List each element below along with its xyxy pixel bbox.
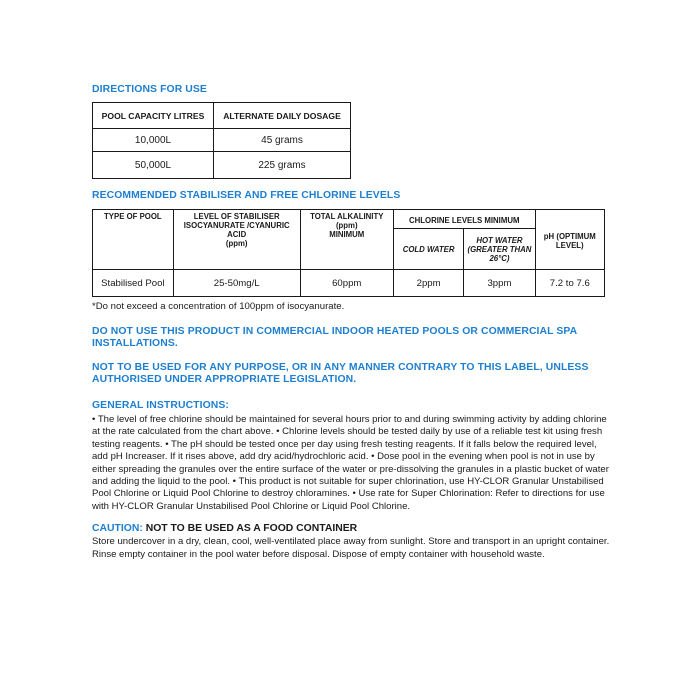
stabiliser-table (92, 209, 605, 297)
alkalinity-title: TOTAL ALKALINITY (310, 212, 384, 221)
hot-water-header: HOT WATER (GREATER THAN 26°C) (464, 229, 535, 270)
table-header-row (93, 103, 351, 129)
dosage-cell: 225 grams (214, 152, 351, 179)
ph-header: pH (OPTIMUM LEVEL) (535, 210, 604, 270)
alkalinity-cell: 60ppm (300, 270, 393, 297)
table-row (93, 152, 351, 179)
alkalinity-unit: (ppm) (335, 221, 358, 230)
directions-heading: DIRECTIONS FOR USE (92, 84, 207, 95)
general-instructions-text: • The level of free chlorine should be maintained for several hours prior to and during swimming activity by adding chlorine at the rate calculated from the chart above. • Chlorine levels should be tested daily by use of a reliable test kit using fresh testing reagents. • The pH should be tested once per day using fresh testing reagents. If it falls below the required level, add pH Increaser. If it rises above, add dry acid/hydrochloric acid. • Dose pool in the evening when pool is not in use by either spreading the granules over the entire surface of the water or pre-dissolving the granules in a plastic bucket of water and adding the liquid to the pool. • This product is not suitable for super chlorination, use HY-CLOR Granular Unstabilised Pool Chlorine or Liquid Pool Chlorine to destroy chloramines. • Use rate for Super Chlorination: Refer to directions for use with HY-CLOR Granular Unstabilised Pool Chlorine or Liquid Pool Chlorine. (92, 414, 609, 512)
daily-dosage-header: ALTERNATE DAILY DOSAGE (214, 103, 351, 129)
pool-capacity-cell: 50,000L (93, 152, 214, 179)
stabiliser-level-title: LEVEL OF STABILISER ISOCYANURATE /CYANURIC ACID (183, 212, 290, 239)
pool-capacity-cell: 10,000L (93, 129, 214, 152)
ph-cell: 7.2 to 7.6 (535, 270, 604, 297)
caution-heading (92, 523, 612, 534)
caution-label: CAUTION: (92, 523, 143, 535)
pool-capacity-header: POOL CAPACITY LITRES (93, 103, 214, 129)
hot-water-cell: 3ppm (464, 270, 535, 297)
pool-type-header: TYPE OF POOL (93, 210, 174, 270)
alkalinity-minimum: MINIMUM (329, 230, 365, 239)
chlorine-levels-header: CHLORINE LEVELS MINIMUM (393, 210, 535, 229)
stabiliser-level-cell: 25-50mg/L (173, 270, 300, 297)
isocyanurate-note: *Do not exceed a concentration of 100ppm of isocyanurate. (92, 301, 345, 312)
legislation-warning: NOT TO BE USED FOR ANY PURPOSE, OR IN ANY MANNER CONTRARY TO THIS LABEL, UNLESS AUTHORISED UNDER APPROPRIATE LEGISLATION. (92, 362, 589, 385)
caution-title: NOT TO BE USED AS A FOOD CONTAINER (145, 523, 358, 535)
pool-type-cell: Stabilised Pool (93, 270, 174, 297)
table-row (93, 129, 351, 152)
storage-text: Store undercover in a dry, clean, cool, well-ventilated place away from sunlight. Store and transport in an upright container. Rinse empty container in the pool water before disposal. Dispose of empty container with household waste. (92, 536, 610, 560)
stabiliser-level-unit: (ppm) (225, 239, 248, 248)
cold-water-cell: 2ppm (393, 270, 463, 297)
stabiliser-heading: RECOMMENDED STABILISER AND FREE CHLORINE LEVELS (92, 190, 401, 201)
dosage-table (92, 102, 351, 179)
stabiliser-level-header (173, 210, 300, 270)
table-row (93, 270, 605, 297)
commercial-pool-warning: DO NOT USE THIS PRODUCT IN COMMERCIAL INDOOR HEATED POOLS OR COMMERCIAL SPA INSTALLATIONS. (92, 326, 577, 349)
alkalinity-header (300, 210, 393, 270)
dosage-cell: 45 grams (214, 129, 351, 152)
general-instructions-heading: GENERAL INSTRUCTIONS: (92, 400, 229, 411)
label-page (92, 84, 612, 561)
cold-water-header: COLD WATER (393, 229, 463, 270)
table-header-row (93, 210, 605, 229)
